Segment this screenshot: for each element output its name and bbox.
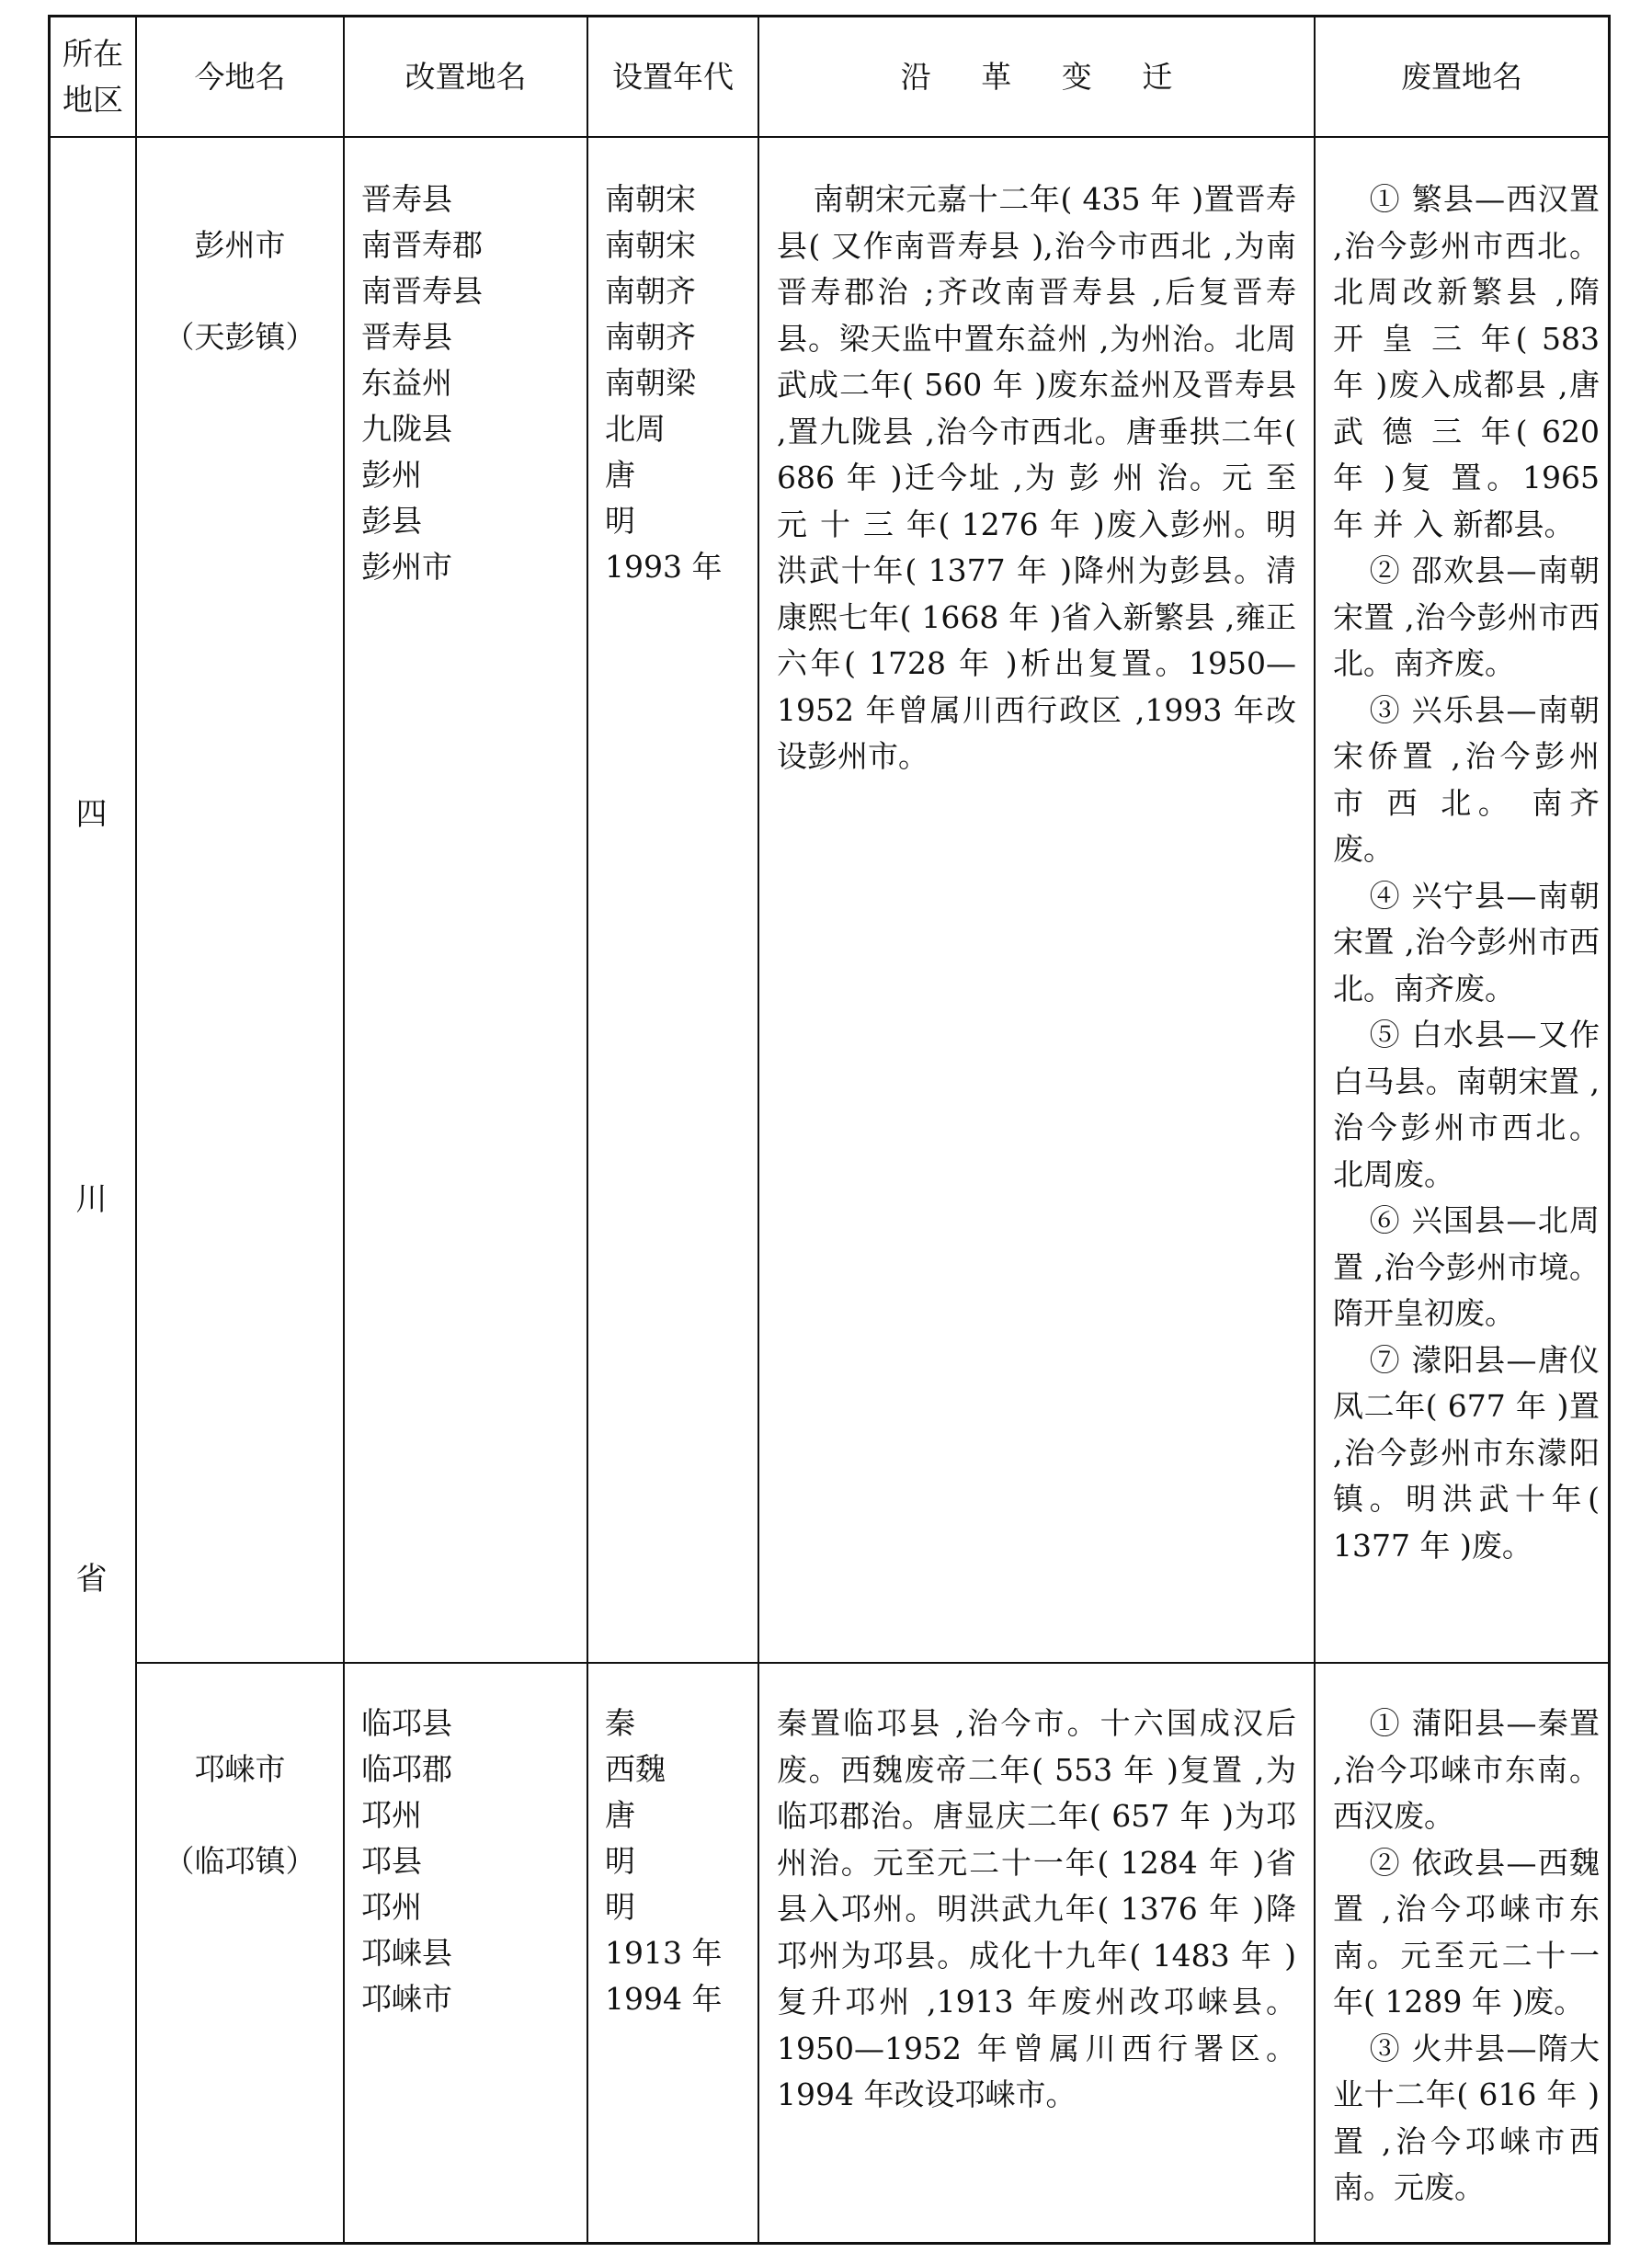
column-divider xyxy=(758,15,759,2245)
history-text: 秦置临邛县 ,治今市。十六国成汉后废。西魏废帝二年( 553 年 )复置 ,为临邛郡治。唐显庆二年( 657 年 )为邛州治。元至元二十一年( 1284 年 )省县入邛州。明洪武九年( 1376 年 )降邛州为邛县。成化十九年( 1483 年 )复升邛州 ,1913 年废州改邛崃县。1950—1952 年曾属川西行署区。1994 年改设邛崃市。 xyxy=(777,1705,1296,2112)
abolished-item: ④ 兴宁县—南朝宋置 ,治今彭州市西北。南齐废。 xyxy=(1333,877,1600,1007)
abolished-item: ① 蒲阳县—秦置 ,治今邛崃市东南。西汉废。 xyxy=(1333,1705,1600,1834)
header-today-name: 今地名 xyxy=(194,58,286,95)
abolished-item: ⑤ 白水县—又作白马县。南朝宋置 ,治今彭州市西北。北周废。 xyxy=(1333,1017,1600,1192)
set-eras-list: 秦 西魏 唐 明 明 1913 年 1994 年 xyxy=(605,1705,723,2017)
today-seat: （天彭镇） xyxy=(164,319,316,355)
column-divider xyxy=(587,15,588,2245)
today-name-cell xyxy=(137,1701,343,1930)
today-seat: （临邛镇） xyxy=(164,1843,316,1879)
set-names-list: 晋寿县 南晋寿郡 南晋寿县 晋寿县 东益州 九陇县 彭州 彭县 彭州市 xyxy=(361,181,483,585)
abolished-item: ③ 兴乐县—南朝宋侨置 ,治今彭州 市 西 北。 南齐废。 xyxy=(1333,691,1600,867)
column-divider xyxy=(1314,15,1316,2245)
abolished-list xyxy=(1333,176,1600,1569)
region-char: 省 xyxy=(75,1561,108,1598)
region-char: 川 xyxy=(75,1181,108,1218)
column-divider xyxy=(343,15,345,2245)
row-divider xyxy=(135,1662,1611,1664)
today-name-cell xyxy=(137,176,343,406)
abolished-item: ① 繁县—西汉置 ,治今彭州市西北。北周改新繁县 ,隋 开 皇 三 年( 583 年 )废入成都县 ,唐 武 德 三 年( 620 年 )复 置。1965 年 并 入 新都县。 xyxy=(1333,181,1600,542)
header-divider xyxy=(48,136,1611,138)
set-names-list: 临邛县 临邛郡 邛州 邛县 邛州 邛崃县 邛崃市 xyxy=(361,1705,452,2017)
abolished-item: ⑥ 兴国县—北周置 ,治今彭州市境。隋开皇初废。 xyxy=(1333,1202,1600,1331)
history-text: 南朝宋元嘉十二年( 435 年 )置晋寿县( 又作南晋寿县 ),治今市西北 ,为南晋寿郡治 ;齐改南晋寿县 ,后复晋寿县。梁天监中置东益州 ,为州治。北周武成二年( 560 年 )废东益州及晋寿县 ,置九陇县 ,治今市西北。唐垂拱二年( 686 年 )迁今址 ,为 彭 州 治。元 至 元 十 三 年( 1276 年 )废入彭州。明洪武十年( 1377 年 )降州为彭县。清康熙七年( 1668 年 )省入新繁县 ,雍正六年( 1728 年 )析出复置。1950—1952 年曾属川西行政区 ,1993 年改设彭州市。 xyxy=(777,181,1296,774)
set-eras-list: 南朝宋 南朝宋 南朝齐 南朝齐 南朝梁 北周 唐 明 1993 年 xyxy=(605,181,723,585)
today-name: 彭州市 xyxy=(194,227,286,263)
header-set-name: 改置地名 xyxy=(404,58,527,95)
abolished-item: ② 依政县—西魏置 ,治今邛崃市东南。元至元二十一年( 1289 年 )废。 xyxy=(1333,1844,1600,2019)
header-region: 所在 地区 xyxy=(63,35,123,118)
header-history: 沿 革 变 迁 xyxy=(900,58,1193,95)
today-name: 邛崃市 xyxy=(194,1751,286,1787)
abolished-list xyxy=(1333,1701,1600,2212)
region-char: 四 xyxy=(75,796,108,833)
header-abolished: 废置地名 xyxy=(1401,58,1522,95)
abolished-item: ② 邵欢县—南朝宋置 ,治今彭州市西北。南齐废。 xyxy=(1333,552,1600,681)
header-set-era: 设置年代 xyxy=(612,58,734,95)
abolished-item: ③ 火井县—隋大业十二年( 616 年 )置 ,治今邛崃市西南。元废。 xyxy=(1333,2030,1600,2205)
abolished-item: ⑦ 濛阳县—唐仪凤二年( 677 年 )置 ,治今彭州市东濛阳镇。明洪武十年( 1377 年 )废。 xyxy=(1333,1341,1600,1564)
